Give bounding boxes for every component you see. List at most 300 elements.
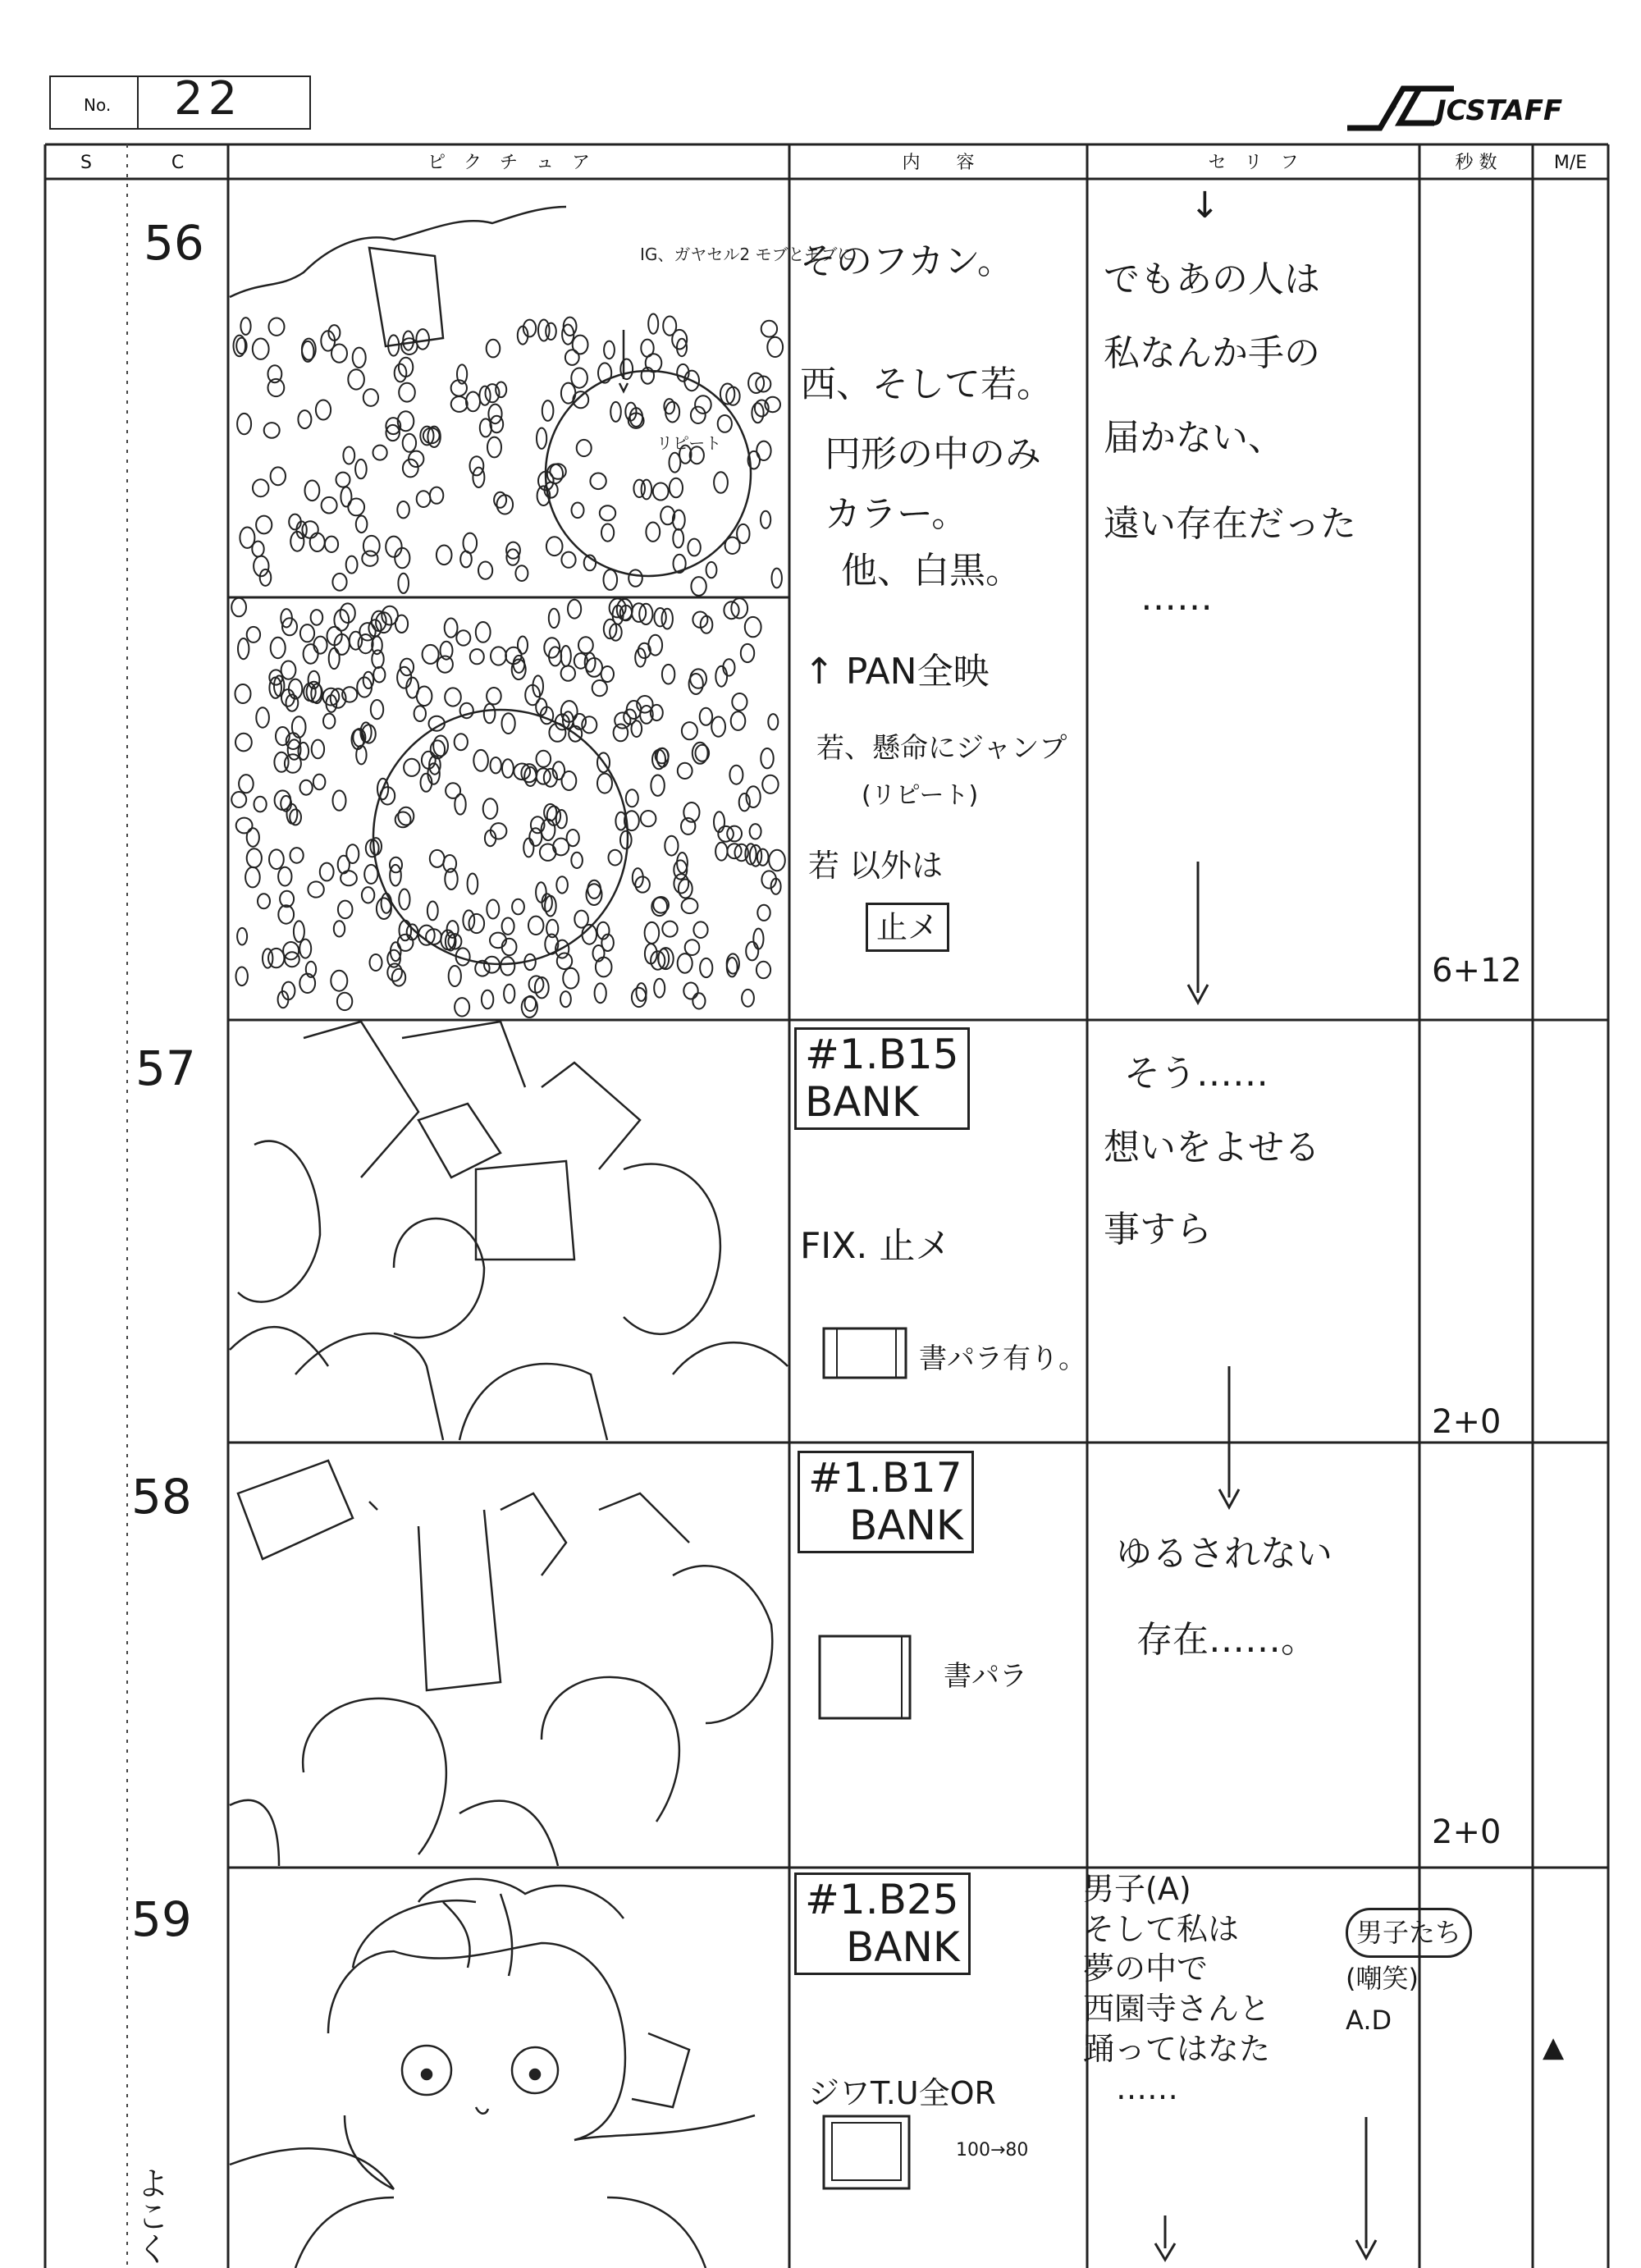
crowd-figure (482, 990, 493, 1008)
dialogue-side-line: 男子たち (1346, 1908, 1472, 1958)
crowd-figure (271, 467, 286, 485)
crowd-figure (403, 434, 416, 452)
crowd-figure (641, 811, 656, 826)
crowd-figure (706, 562, 717, 578)
content-box (798, 1451, 974, 1553)
crowd-figure (414, 706, 426, 721)
crowd-figure (645, 922, 660, 944)
crowd-figure (449, 966, 461, 986)
crowd-figure (537, 428, 546, 449)
crowd-figure (290, 809, 301, 825)
crowd-figure (563, 968, 578, 989)
crowd-figure (757, 441, 770, 460)
crowd-figure (632, 720, 642, 737)
crowd-figure (300, 624, 314, 642)
content-line: ↑ PAN全映 (804, 651, 990, 693)
crowd-figure (240, 318, 250, 335)
crowd-figure (664, 399, 674, 414)
arrow-down-icon: ↓ (1190, 185, 1220, 226)
crowd-figure (333, 790, 346, 810)
crowd-figure (753, 929, 763, 949)
crowd-figure (582, 716, 597, 733)
content-line: #1.B17 (808, 1454, 962, 1502)
crowd-figure (682, 899, 698, 913)
crowd-figure (693, 921, 707, 938)
crowd-figure (237, 414, 251, 434)
crowd-figure (654, 979, 665, 998)
crowd-figure (731, 711, 746, 730)
crowd-figure (568, 600, 581, 619)
crowd-figure (678, 763, 693, 779)
crowd-figure (610, 402, 621, 422)
crowd-figure (761, 511, 770, 528)
dialogue-line: 夢の中で (1083, 1950, 1209, 1987)
crowd-figure (391, 942, 401, 961)
crowd-figure (487, 340, 501, 358)
crowd-figure (633, 480, 645, 497)
content-line: 書パラ有り。 (919, 1342, 1086, 1375)
content-line: 他、白黒。 (841, 550, 1022, 592)
crowd-figure (476, 622, 491, 642)
crowd-figure (546, 537, 563, 556)
crowd-figure (670, 478, 683, 497)
crowd-figure (491, 757, 501, 773)
crowd-figure (304, 644, 318, 664)
crowd-figure (331, 345, 347, 363)
crowd-figure (561, 552, 575, 568)
crowd-figure (300, 780, 313, 795)
content-line: そのフカン。 (800, 240, 1014, 282)
crowd-figure (423, 428, 440, 444)
crowd-figure (502, 713, 515, 734)
mark-icon: ▲ (1543, 2031, 1565, 2064)
crowd-figure (571, 853, 583, 868)
screen-frame-icon (820, 2113, 915, 2195)
column-header-me: M/E (1553, 153, 1588, 173)
crowd-figure (430, 487, 443, 504)
studio-logo-text: JCSTAFF (1436, 94, 1563, 127)
crowd-figure (690, 669, 706, 688)
crowd-figure (348, 369, 364, 389)
crowd-figure (338, 856, 350, 874)
crowd-figure (373, 667, 385, 683)
crowd-figure (386, 537, 401, 557)
crowd-figure (677, 853, 688, 873)
crowd-figure (445, 688, 461, 706)
dialogue-line: …… (1140, 577, 1213, 619)
crowd-figure (695, 396, 711, 414)
crowd-figure (464, 533, 478, 553)
crowd-figure (313, 775, 326, 790)
cut-number: 57 (135, 1040, 196, 1096)
crowd-figure (294, 921, 304, 942)
crowd-figure (298, 410, 311, 428)
crowd-figure (678, 953, 693, 973)
crowd-figure (357, 677, 372, 697)
crowd-figure (577, 440, 592, 456)
crowd-figure (769, 850, 785, 871)
crowd-figure (768, 714, 778, 729)
dialogue-line: そして私は (1083, 1910, 1240, 1947)
crowd-figure (455, 794, 465, 815)
crowd-figure (312, 740, 324, 759)
crowd-figure (662, 921, 677, 937)
content-box (794, 1027, 970, 1130)
storyboard-panel (230, 1869, 788, 2268)
content-line: BANK (849, 1501, 963, 1549)
crowd-figure (322, 497, 337, 514)
crowd-figure (447, 921, 459, 938)
crowd-figure (348, 499, 364, 516)
crowd-figure (715, 843, 727, 861)
crowd-figure (533, 675, 543, 697)
crowd-figure (572, 503, 584, 519)
crowd-figure (491, 647, 506, 665)
crowd-figure (757, 962, 770, 978)
crowd-figure (372, 650, 383, 668)
crowd-figure (329, 648, 340, 669)
dialogue-line: 私なんか手の (1104, 332, 1320, 374)
crowd-figure (364, 865, 377, 884)
crowd-figure (752, 403, 763, 423)
dialogue-line: 存在……。 (1136, 1619, 1317, 1661)
crowd-figure (397, 667, 411, 688)
crowd-figure (334, 921, 345, 936)
crowd-figure (337, 993, 352, 1010)
crowd-figure (518, 637, 528, 654)
crowd-figure (741, 644, 754, 662)
crowd-figure (663, 317, 676, 336)
crowd-figure (560, 991, 571, 1007)
crowd-figure (614, 725, 629, 742)
dialogue-line: …… (1116, 2070, 1178, 2107)
content-line: 100→80 (956, 2140, 1029, 2161)
crowd-figure (398, 574, 409, 593)
cut-time: 6+12 (1432, 952, 1522, 990)
crowd-figure (356, 516, 368, 533)
crowd-figure (338, 901, 353, 919)
crowd-figure (392, 969, 405, 986)
crowd-figure (714, 472, 728, 493)
content-box (794, 1872, 971, 1975)
crowd-figure (601, 666, 614, 682)
crowd-figure (556, 810, 567, 828)
crowd-figure (399, 889, 409, 910)
content-line: 円形の中のみ (825, 433, 1041, 475)
column-header-dialogue: セ リ フ (1208, 153, 1299, 173)
crowd-figure (281, 661, 296, 679)
crowd-figure (587, 880, 601, 899)
crowd-figure (691, 577, 706, 596)
crowd-figure (460, 703, 473, 718)
crowd-figure (390, 865, 401, 886)
dialogue-line: でもあの人は (1104, 258, 1320, 300)
crowd-figure (487, 900, 499, 919)
crowd-figure (362, 551, 377, 566)
arrow-down-icon (1350, 2117, 1383, 2265)
crowd-figure (268, 365, 282, 382)
crowd-figure (757, 849, 769, 866)
crowd-figure (302, 521, 318, 538)
arrow-down-icon (1213, 1366, 1246, 1514)
crowd-figure (609, 850, 622, 866)
crowd-figure (231, 792, 246, 807)
crowd-figure (466, 392, 480, 412)
crowd-figure (278, 867, 291, 886)
dialogue-line: 想いをよせる (1104, 1127, 1320, 1168)
column-header-c: C (171, 153, 185, 173)
crowd-figure (646, 523, 660, 542)
column-header-s: S (80, 153, 92, 173)
crowd-figure (665, 836, 678, 856)
crowd-figure (469, 914, 485, 933)
crowd-figure (260, 569, 272, 586)
book-page-icon (816, 1633, 919, 1723)
crowd-figure (620, 831, 632, 849)
content-line: BANK (805, 1077, 919, 1126)
crowd-figure (604, 569, 618, 590)
crowd-figure (674, 555, 686, 573)
crowd-figure (254, 797, 267, 812)
content-line: FIX. 止メ (800, 1225, 952, 1267)
crowd-figure (536, 882, 546, 902)
arrow-down-icon (1182, 862, 1214, 1009)
content-line: ジワT.U全OR (808, 2075, 996, 2111)
crowd-figure (691, 407, 706, 423)
storyboard-panel (230, 1444, 788, 1866)
crowd-figure (417, 491, 431, 507)
crowd-figure (718, 415, 732, 432)
crowd-figure (305, 481, 320, 501)
crowd-figure (565, 350, 579, 365)
dialogue-line: 踊ってはなた (1083, 2030, 1271, 2067)
storyboard-panel (230, 182, 854, 597)
crowd-figure (542, 400, 554, 421)
crowd-figure (767, 337, 783, 357)
crowd-figure (742, 990, 754, 1007)
crowd-figure (683, 983, 697, 999)
crowd-figure (595, 983, 606, 1003)
crowd-figure (404, 759, 419, 776)
crowd-figure (700, 958, 712, 977)
crowd-figure (377, 898, 391, 919)
crowd-figure (487, 437, 501, 458)
content-line: 若、懸命にジャンプ (816, 732, 1067, 765)
side-note: よこく (131, 2166, 169, 2265)
crowd-figure (423, 645, 439, 664)
crowd-figure (373, 446, 387, 460)
content-line: #1.B25 (805, 1876, 959, 1923)
crowd-figure (484, 704, 496, 724)
crowd-figure (632, 988, 647, 1007)
crowd-figure (545, 896, 556, 917)
crowd-figure (654, 608, 665, 626)
crowd-figure (238, 638, 249, 659)
crowd-figure (685, 940, 700, 955)
crowd-figure (395, 548, 409, 569)
picture-note: リピート (656, 433, 722, 453)
crowd-figure (287, 804, 298, 824)
crowd-figure (761, 321, 777, 337)
crowd-figure (561, 665, 575, 680)
crowd-figure (711, 717, 725, 737)
dialogue-side-block (1346, 1908, 1472, 2042)
crowd-figure (677, 339, 687, 356)
content-line: #1.B15 (805, 1031, 959, 1078)
crowd-figure (512, 899, 524, 915)
crowd-figure (271, 638, 286, 658)
crowd-figure (253, 479, 268, 496)
storyboard-panel (230, 1022, 788, 1442)
crowd-figure (346, 556, 358, 574)
crowd-figure (600, 505, 615, 520)
crowd-figure (629, 569, 642, 586)
crowd-figure (283, 942, 299, 959)
column-header-picture: ピ ク チ ュ ア (427, 153, 590, 173)
crowd-figure (325, 537, 338, 552)
cut-number: 59 (131, 1891, 192, 1947)
crowd-figure (515, 565, 528, 581)
crowd-figure (362, 887, 374, 903)
crowd-figure (341, 487, 351, 507)
crowd-figure (398, 807, 414, 825)
page-number-value: 22 (174, 72, 243, 126)
crowd-figure (239, 775, 254, 793)
crowd-figure (256, 707, 269, 727)
crowd-figure (745, 617, 761, 637)
content-line: 若 以外は (808, 848, 944, 884)
crowd-figure (688, 539, 700, 556)
crowd-figure (256, 516, 272, 534)
book-page-icon (820, 1325, 915, 1383)
crowd-figure (269, 318, 285, 336)
crowd-figure (355, 460, 367, 478)
crowd-figure (502, 939, 517, 956)
crowd-figure (601, 524, 614, 542)
crowd-figure (310, 533, 325, 551)
dialogue-line: 男子(A) (1083, 1871, 1191, 1907)
crowd-figure (323, 714, 335, 729)
crowd-figure (651, 775, 664, 796)
crowd-figure (320, 863, 334, 881)
crowd-figure (501, 957, 514, 975)
crowd-figure (403, 460, 418, 478)
crowd-figure (757, 905, 770, 921)
crowd-figure (648, 635, 662, 656)
crowd-figure (502, 759, 514, 778)
crowd-figure (537, 751, 551, 767)
crowd-figure (679, 880, 693, 899)
crowd-figure (502, 918, 514, 935)
crowd-figure (549, 609, 560, 628)
crowd-figure (445, 619, 458, 638)
crowd-figure (430, 850, 445, 867)
dialogue-line: 事すら (1104, 1209, 1212, 1251)
dialogue-line: 届かない、 (1104, 417, 1284, 459)
crowd-figure (592, 680, 607, 696)
crowd-figure (451, 396, 468, 412)
crowd-figure (245, 867, 260, 888)
crowd-figure (370, 954, 382, 971)
crowd-figure (542, 894, 552, 912)
crowd-figure (662, 665, 674, 684)
crowd-figure (673, 529, 683, 548)
crowd-figure (290, 848, 304, 863)
column-header-seconds: 秒 数 (1455, 153, 1497, 173)
crowd-figure (331, 971, 347, 991)
crowd-figure (316, 400, 331, 420)
content-line: BANK (846, 1923, 960, 1971)
crowd-figure (737, 524, 749, 543)
crowd-figure (528, 917, 543, 935)
crowd-figure (417, 687, 432, 706)
dialogue-block (1083, 1869, 1270, 2109)
crowd-figure (455, 734, 468, 750)
dialogue-side-line: A.D (1346, 2005, 1392, 2037)
content-line: カラー。 (825, 493, 968, 535)
crowd-figure (538, 320, 550, 341)
crowd-figure (653, 483, 669, 501)
crowd-figure (247, 627, 260, 642)
crowd-figure (437, 546, 452, 565)
crowd-figure (590, 473, 606, 490)
crowd-figure (529, 828, 542, 846)
crowd-figure (456, 630, 470, 645)
crowd-figure (557, 953, 572, 970)
crowd-figure (585, 653, 596, 672)
crowd-figure (278, 905, 294, 923)
crowd-figure (387, 963, 402, 981)
crowd-figure (308, 881, 323, 897)
crowd-figure (504, 985, 514, 1004)
crowd-figure (343, 447, 354, 464)
crowd-figure (332, 574, 346, 591)
picture-note: IG、ガヤセル2 モブとモブに (640, 245, 854, 264)
dialogue-line: 遠い存在だった (1104, 503, 1356, 545)
crowd-figure (574, 911, 588, 928)
crowd-figure (571, 368, 587, 388)
crowd-figure (578, 637, 593, 653)
crowd-figure (727, 826, 742, 842)
dialogue-side-line: (嘲笑) (1346, 1963, 1419, 1995)
crowd-figure (620, 359, 633, 380)
content-line: (リピート) (862, 781, 979, 810)
cut-number: 56 (144, 215, 204, 271)
crowd-figure (363, 672, 373, 688)
crowd-figure (715, 666, 727, 687)
crowd-figure (761, 748, 773, 768)
crowd-figure (399, 383, 415, 402)
crowd-figure (478, 562, 492, 579)
crowd-figure (549, 724, 565, 742)
crowd-figure (470, 649, 484, 664)
crowd-figure (700, 708, 712, 725)
crowd-figure (313, 637, 327, 654)
crowd-figure (473, 750, 488, 771)
crowd-figure (236, 967, 248, 986)
crowd-figure (739, 793, 750, 811)
crowd-figure (626, 789, 638, 807)
page-number-label: No. (84, 95, 112, 115)
crowd-figure (336, 473, 350, 487)
crowd-figure (604, 341, 615, 359)
crowd-figure (237, 928, 247, 945)
crowd-figure (258, 894, 270, 908)
crowd-figure (470, 456, 484, 475)
crowd-figure (732, 693, 747, 711)
crowd-figure (252, 542, 263, 557)
crowd-figure (253, 339, 269, 359)
